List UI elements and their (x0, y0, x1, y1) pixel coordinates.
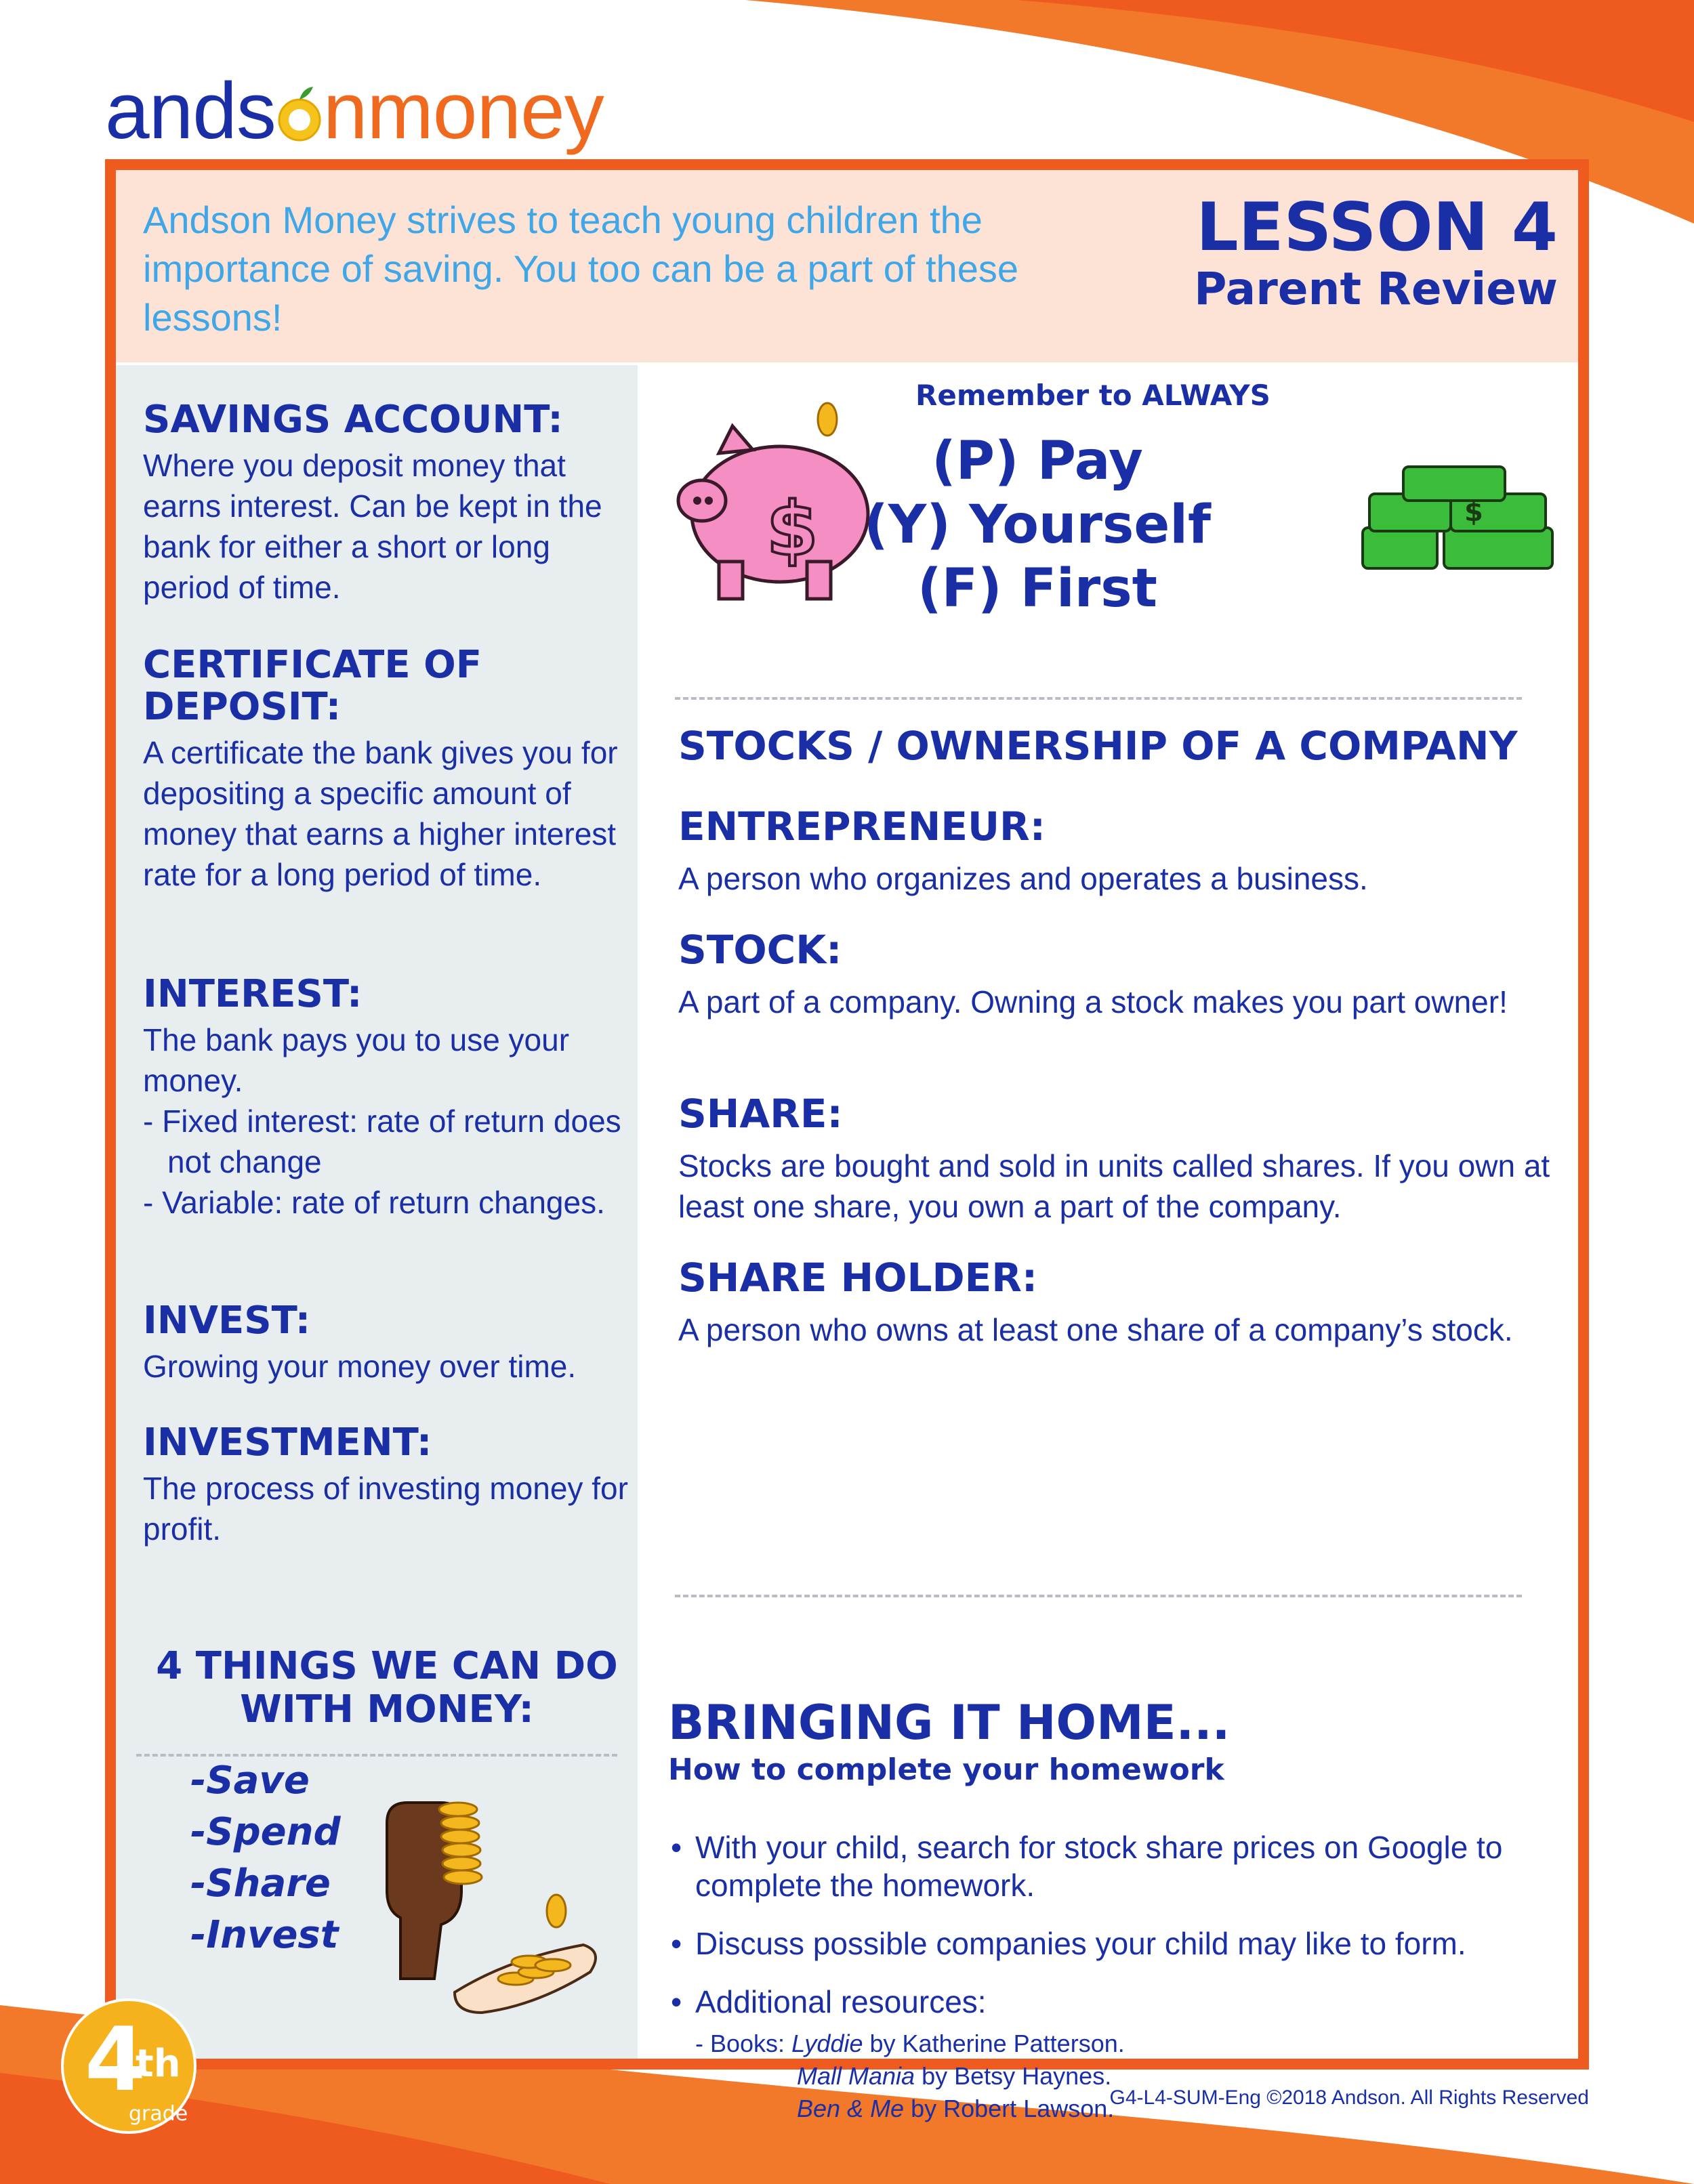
logo-text-andson: ands (105, 66, 276, 156)
term-stock (678, 927, 1559, 1022)
term-title: SHARE: (678, 1091, 843, 1137)
term-definition: A person who organizes and operates a business. (678, 861, 1368, 896)
term-title: CERTIFICATE OF DEPOSIT: (143, 643, 482, 729)
things-title: 4 THINGS WE CAN DO WITH MONEY: (156, 1644, 618, 1731)
term-definition: The process of investing money for profit. (143, 1471, 628, 1547)
pay-yourself-first (841, 429, 1234, 621)
list-item: -Share (190, 1862, 331, 1906)
bringing-home-title: BRINGING IT HOME... (668, 1695, 1231, 1750)
bullet-text: Additional resources: (695, 1984, 987, 2019)
pyf-line: (P) Pay (932, 431, 1143, 492)
lesson-subtitle: Parent Review (1194, 263, 1558, 315)
book-title: Lyddie (791, 2030, 863, 2057)
homework-list (668, 1828, 1569, 2125)
term-definition: A part of a company. Owning a stock makes you part owner! (678, 984, 1508, 1020)
pyf-line: (Y) Yourself (864, 495, 1211, 555)
bullet-text: Discuss possible companies your child may like to form. (695, 1926, 1466, 1961)
divider (675, 697, 1522, 700)
book-author: by Robert Lawson. (911, 2095, 1115, 2122)
term-share (678, 1091, 1559, 1227)
term-interest (143, 973, 631, 1223)
term-title: SHARE HOLDER: (678, 1255, 1038, 1301)
svg-text:$: $ (1464, 497, 1483, 528)
book-row (695, 2028, 1569, 2060)
books-label: - Books: (695, 2030, 785, 2057)
term-title: STOCK: (678, 927, 842, 973)
list-item: • With your child, search for stock share prices on Google to complete the homework. (671, 1830, 1503, 1903)
term-definition: A person who owns at least one share of a company’s stock. (678, 1312, 1513, 1347)
brand-logo (105, 66, 604, 156)
book-author: by Betsy Haynes. (922, 2062, 1112, 2090)
list-item: -Spend (190, 1810, 341, 1854)
things-list (190, 1755, 341, 1961)
term-definition: Stocks are bought and sold in units called shares. If you own at least one share, you own a part of the company. (678, 1148, 1550, 1224)
book-list (668, 2028, 1569, 2125)
lesson-number: LESSON 4 (1196, 189, 1558, 266)
term-title: INTEREST: (143, 972, 363, 1016)
remember-label: Remember to ALWAYS (915, 379, 1270, 412)
term-sub-item: - Variable: rate of return changes. (143, 1185, 605, 1220)
intro-text: Andson Money strives to teach young children the importance of saving. You too can be a part of these lessons! (143, 198, 1018, 339)
grade-suffix: th (136, 2042, 181, 2086)
bullet-text: With your child, search for stock share prices on Google to complete the homework. (695, 1830, 1503, 1903)
term-definition: A certificate the bank gives you for depositing a specific amount of money that earns a higher interest rate for a long period of time. (143, 735, 618, 892)
grade-badge (58, 1995, 200, 2137)
term-title: SAVINGS ACCOUNT: (143, 398, 563, 442)
grade-number: 4 (85, 2008, 146, 2111)
term-title: ENTREPRENEUR: (678, 803, 1046, 849)
grade-label: grade (129, 2102, 188, 2126)
list-item: • Additional resources: (671, 1984, 987, 2019)
apple-logo-icon (276, 83, 323, 144)
term-entrepreneur (678, 804, 1559, 899)
stocks-heading: STOCKS / OWNERSHIP OF A COMPANY (678, 723, 1518, 769)
pyf-line: (F) First (917, 558, 1157, 619)
term-investment (143, 1422, 631, 1549)
divider (675, 1595, 1522, 1597)
footer-copyright: G4-L4-SUM-Eng ©2018 Andson. All Rights Reserved (1109, 2086, 1589, 2109)
term-definition: Growing your money over time. (143, 1349, 577, 1384)
hand-with-coins-icon (360, 1776, 617, 2033)
book-author: by Katherine Patterson. (869, 2030, 1125, 2057)
term-definition: The bank pays you to use your money. (143, 1022, 570, 1098)
logo-text-money: nmoney (323, 66, 604, 156)
term-savings-account (143, 399, 631, 608)
term-certificate-of-deposit (143, 644, 631, 895)
svg-text:$: $ (766, 486, 819, 572)
book-title: Ben & Me (797, 2095, 905, 2122)
list-item: -Save (190, 1759, 310, 1803)
header-band (116, 170, 1578, 365)
term-title: INVESTMENT: (143, 1421, 432, 1465)
term-definition: Where you deposit money that earns interest. Can be kept in the bank for either a short or long period of time. (143, 448, 602, 605)
lesson-title (1194, 190, 1558, 314)
term-invest (143, 1300, 631, 1387)
term-share-holder (678, 1255, 1559, 1350)
list-item: -Invest (190, 1913, 339, 1957)
term-title: INVEST: (143, 1299, 311, 1343)
bringing-home-subtitle: How to complete your homework (668, 1752, 1224, 1787)
money-stack-icon (1349, 453, 1566, 589)
book-title: Mall Mania (797, 2062, 915, 2090)
list-item: • Discuss possible companies your child may like to form. (671, 1926, 1466, 1961)
term-sub-item: - Fixed interest: rate of return does not change (143, 1104, 621, 1179)
